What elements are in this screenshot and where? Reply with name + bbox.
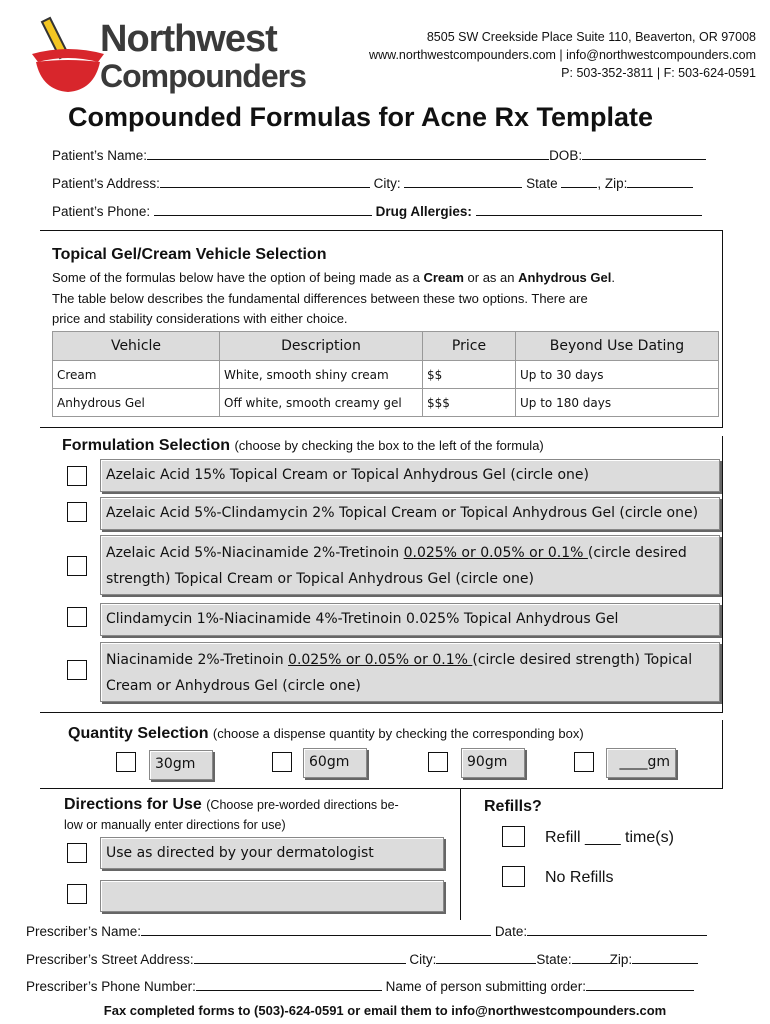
quantity-30-checkbox[interactable] [116,752,136,772]
refill-label: Refill ____ time(s) [545,829,674,846]
formula-5-checkbox[interactable] [67,660,87,680]
logo [28,14,318,96]
table-row: Cream White, smooth shiny cream $$ Up to 30 days [53,361,719,389]
zip-field[interactable] [627,174,693,188]
prescriber-zip-label: Zip: [609,952,633,967]
quantity-custom-checkbox[interactable] [574,752,594,772]
refills-heading: Refills? [484,798,542,815]
prescriber-address-field[interactable] [194,950,406,964]
table-header-row: Vehicle Description Price Beyond Use Dating [53,332,719,361]
allergies-label: Drug Allergies: [375,204,472,219]
patient-phone-field[interactable] [154,202,372,216]
directions-heading-row [64,795,454,815]
quantity-90-checkbox[interactable] [428,752,448,772]
directions-note2: low or manually enter directions for use) [64,818,286,832]
formula-3-option[interactable]: Azelaic Acid 5%-Niacinamide 2%-Tretinoin 0.025% or 0.05% or 0.1% (circle desired strength) Topical Cream or Topical Anhydrous Gel (circle one) [100,535,720,595]
patient-address-field[interactable] [160,174,370,188]
logo-line2: Compounders [100,58,306,94]
formula-2-option[interactable]: Azelaic Acid 5%-Clindamycin 2% Topical Cream or Topical Anhydrous Gel (circle one) [100,497,720,530]
formula-3-checkbox[interactable] [67,556,87,576]
no-refills-label: No Refills [545,869,614,886]
patient-address-row [52,174,693,191]
quantity-30-option[interactable]: 30gm [149,750,213,780]
quantity-heading: Quantity Selection [68,725,209,742]
address: 8505 SW Creekside Place Suite 110, Beaverton, OR 97008 [426,30,756,44]
quantity-heading-row [68,725,584,743]
patient-address-label: Patient’s Address: [52,176,160,191]
contact: www.northwestcompounders.com | info@northwestcompounders.com [369,48,756,62]
patient-phone-label: Patient’s Phone: [52,204,151,219]
vehicle-heading: Topical Gel/Cream Vehicle Selection [52,246,327,263]
formula-2-checkbox[interactable] [67,502,87,522]
prescriber-name-field[interactable] [141,922,491,936]
formulation-note: (choose by checking the box to the left of the formula) [234,438,544,453]
prescriber-phone-row [26,977,694,994]
patient-phone-row [52,202,702,219]
patient-name-field[interactable] [147,146,549,160]
state-field[interactable] [561,174,597,188]
date-label: Date: [494,924,528,939]
submitter-field[interactable] [586,977,694,991]
vehicle-table [52,331,719,417]
allergies-field[interactable] [476,202,702,216]
directions-1-checkbox[interactable] [67,843,87,863]
formula-4-option[interactable]: Clindamycin 1%-Niacinamide 4%-Tretinoin 0.025% Topical Anhydrous Gel [100,603,720,636]
directions-2-input[interactable] [100,880,444,912]
prescriber-city-label: City: [409,952,437,967]
header-info [369,28,756,82]
no-refills-checkbox[interactable] [502,866,525,887]
quantity-60-checkbox[interactable] [272,752,292,772]
page-title: Compounded Formulas for Acne Rx Template [68,102,654,132]
prescriber-name-label: Prescriber’s Name: [26,924,142,939]
dob-field[interactable] [582,146,706,160]
formula-4-checkbox[interactable] [67,607,87,627]
prescriber-state-label: State: [536,952,572,967]
directions-note1: (Choose pre-worded directions be- [206,798,399,812]
footer-note: Fax completed forms to (503)-624-0591 or email them to info@northwestcompounders.com [103,1003,667,1018]
quantity-custom-option[interactable]: ____gm [606,748,676,778]
directions-1-option[interactable]: Use as directed by your dermatologist [100,837,444,869]
patient-name-row [52,146,706,163]
refill-checkbox[interactable] [502,826,525,847]
prescriber-address-row [26,950,698,967]
prescriber-name-row [26,922,707,939]
formula-1-option[interactable]: Azelaic Acid 15% Topical Cream or Topical Anhydrous Gel (circle one) [100,459,720,492]
quantity-note: (choose a dispense quantity by checking the corresponding box) [212,726,584,741]
logo-line1: Northwest [100,18,277,60]
mortar-pestle-icon [28,14,108,96]
state-label: State [526,176,558,191]
prescriber-zip-field[interactable] [632,950,698,964]
formula-5-option[interactable]: Niacinamide 2%-Tretinoin 0.025% or 0.05% or 0.1% (circle desired strength) Topical Cream or Anhydrous Gel (circle one) [100,642,720,702]
dob-label: DOB: [549,148,583,163]
prescriber-address-label: Prescriber’s Street Address: [26,952,194,967]
quantity-60-option[interactable]: 60gm [303,748,367,778]
prescriber-phone-field[interactable] [196,977,382,991]
prescriber-phone-label: Prescriber’s Phone Number: [26,979,196,994]
prescriber-city-field[interactable] [436,950,536,964]
table-row: Anhydrous Gel Off white, smooth creamy gel $$$ Up to 180 days [53,389,719,417]
zip-label: , Zip: [597,176,628,191]
quantity-90-option[interactable]: 90gm [461,748,525,778]
submitter-label: Name of person submitting order: [385,979,586,994]
prescriber-state-field[interactable] [572,950,610,964]
phone-fax: P: 503-352-3811 | F: 503-624-0591 [561,66,756,80]
formula-1-checkbox[interactable] [67,466,87,486]
directions-section-border [460,788,461,920]
formulation-heading: Formulation Selection [62,437,231,454]
directions-2-checkbox[interactable] [67,884,87,904]
patient-name-label: Patient’s Name: [52,148,148,163]
formulation-heading-row [62,437,544,455]
date-field[interactable] [527,922,707,936]
directions-heading: Directions for Use [64,796,202,813]
vehicle-description: Some of the formulas below have the option of being made as a Cream or as an Anhydrous Gel. The table below describes the fundamental differences between these two options. There are price and stability considerations with either choice. [52,270,615,326]
city-label: City: [373,176,401,191]
city-field[interactable] [404,174,522,188]
